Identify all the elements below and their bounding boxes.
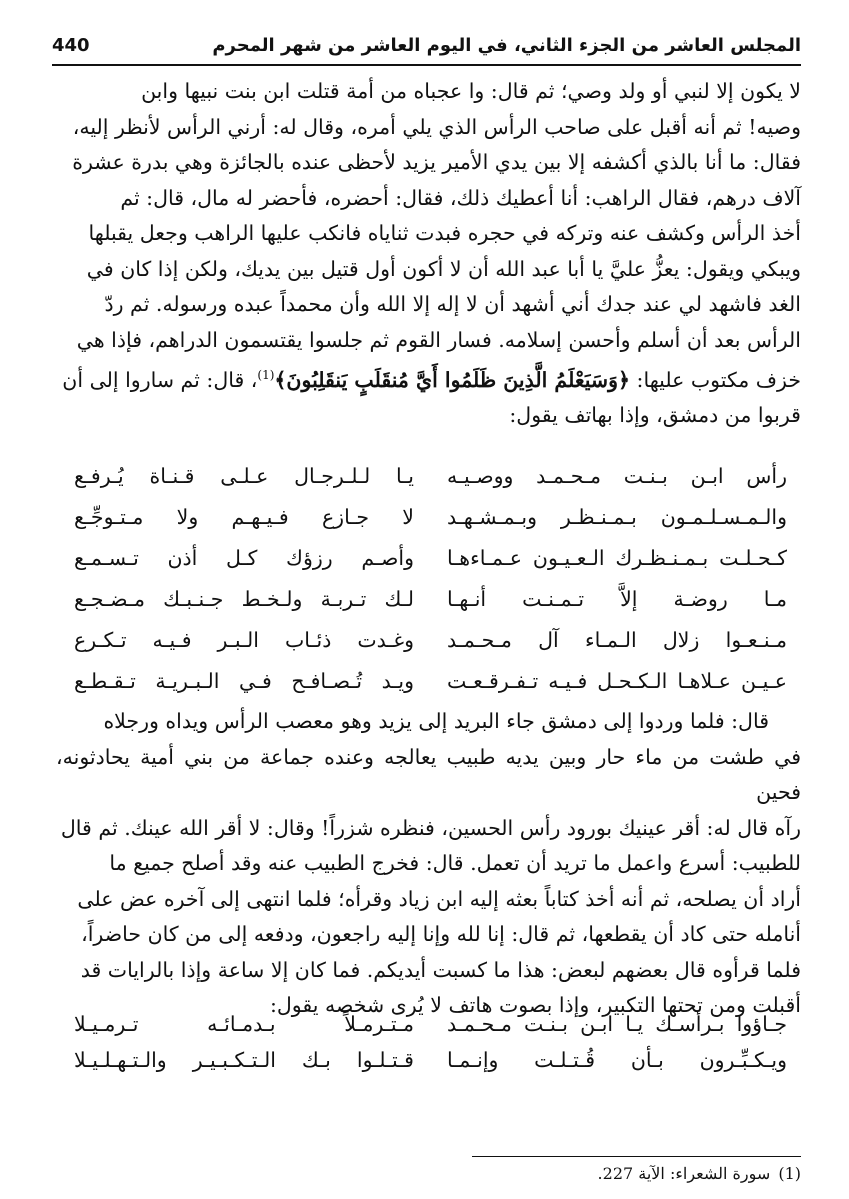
text-line: أراد أن يصلحه، ثم أنه أخذ كتاباً بعثه إليه ابن زياد وقرأه؛ فلما انتهى إلى آخره عض على xyxy=(77,886,801,911)
verse-second-hemistich: قـتـلـوا بـك الـتـكـبـيـر والـتـهـلـيـلا xyxy=(74,1048,414,1072)
text-line: وصيه! ثم أنه أقبل على صاحب الرأس الذي يلي أمره، وقال له: أرني الرأس لأنظر إليه، xyxy=(72,114,801,139)
text-line: قال: فلما وردوا إلى دمشق جاء البريد إلى يزيد وهو معصب الرأس ويداه ورجلاه xyxy=(103,709,769,733)
text-line xyxy=(56,358,801,398)
text-fragment: ، قال: ثم ساروا إلى أن xyxy=(62,367,258,392)
verse-first-hemistich: رأس ابـن بـنـت مـحـمـد ووصـيـه xyxy=(447,464,787,488)
footnote-rule xyxy=(472,1156,801,1157)
text-line: الغد فاشهد لي عند جدك أني أشهد أن لا إله إلا الله وأن محمداً عبده ورسوله. ثم ردّ xyxy=(104,292,801,316)
paragraph-2 xyxy=(56,704,801,1024)
verse-second-hemistich: لا جـازع فـيـهـم ولا مـتـوجِّـع xyxy=(74,505,414,529)
verse xyxy=(56,1042,801,1078)
text-line: آلاف درهم، فقال الراهب: أنا أعطيك ذلك، فقال: أحضره، فأحضر له مال، قال: ثم xyxy=(120,185,801,210)
verse xyxy=(56,538,801,579)
verse xyxy=(56,1006,801,1042)
text-line: رآه قال له: أقر عينيك بورود رأس الحسين، فنظره شزراً! وقال: لا أقر الله عينك. ثم قال xyxy=(60,815,801,840)
verse-second-hemistich: وأصـم رزؤك كـل أذن تـسـمـع xyxy=(74,546,414,570)
verse-first-hemistich: كـحـلـت بـمـنـظـرك الـعـيـون عـمـاءهـا xyxy=(447,546,787,570)
text-line: الرأس بعد أن أسلم وأحسن إسلامه. فسار القوم ثم جلسوا يقتسمون الدراهم، فإذا هي xyxy=(76,327,801,352)
text-line: أنامله حتى كاد أن يقطعها، ثم قال: إنا لله وإنا إليه راجعون، ودفعه إلى من كان حاضراً، xyxy=(81,922,801,946)
quran-verse: ﴿وَسَيَعْلَمُ الَّذِينَ ظَلَمُوا أَيَّ مُنقَلَبٍ يَنقَلِبُونَ﴾ xyxy=(274,367,631,392)
verse-first-hemistich: جـاؤوا بـرأسـك يـا ابـن بـنـت مـحـمـد xyxy=(447,1012,787,1036)
verse xyxy=(56,620,801,661)
text-line: أقبلت ومن تحتها التكبير، وإذا بصوت هاتف لا يُرى شخصه يقول: xyxy=(270,993,801,1017)
running-header xyxy=(52,28,801,62)
verse-first-hemistich: والـمـسـلـمـون بـمـنـظـر وبـمـشـهـد xyxy=(447,505,787,529)
verse xyxy=(56,661,801,702)
text-line: أخذ الرأس وكشف عنه وتركه في حجره فبدت ثناياه فانكب عليها الراهب وجعل يقبلها xyxy=(88,221,801,245)
text-line: لا يكون إلا لنبي أو ولد وصي؛ ثم قال: وا عجباه من أمة قتلت ابن بنت نبيها وابن xyxy=(141,79,801,103)
verse-second-hemistich: يـا لـلـرجـال عـلـى قـنـاة يُـرفـع xyxy=(74,464,414,488)
header-rule xyxy=(52,64,801,66)
header-title: المجلس العاشر من الجزء الثاني، في اليوم العاشر من شهر المحرم xyxy=(212,34,801,56)
text-fragment: خزف مكتوب عليها: xyxy=(630,367,801,392)
paragraph-1 xyxy=(56,74,801,434)
verse-second-hemistich: ويـد تُـصـافـح فـي الـبـريـة تـقـطـع xyxy=(74,669,414,693)
verse xyxy=(56,497,801,538)
poem-1 xyxy=(56,456,801,702)
footnote-text: سورة الشعراء: الآية 227. xyxy=(597,1164,771,1183)
text-line: في طشت من ماء حار وبين يديه طبيب يعالجه وعنده جماعة من بني أمية يحادثونه، فحين xyxy=(56,744,801,804)
footnote-reference[interactable]: (1) xyxy=(257,368,275,382)
footnote-number: (1) xyxy=(778,1164,801,1183)
text-line: فلما قرأوه قال بعضهم لبعض: هذا ما كسبت أيديكم. فما كان إلا ساعة وإذا بالرايات قد xyxy=(80,957,801,982)
text-line: قربوا من دمشق، وإذا بهاتف يقول: xyxy=(509,403,801,428)
verse-second-hemistich: لـك تـربـة ولـخـط جـنـبـك مـضـجـع xyxy=(74,587,414,611)
text-line: فقال: ما أنا بالذي أكشفه إلا بين يدي الأمير يزيد لأحظى عنده بالجائزة وهي بدرة عشرة xyxy=(72,150,801,174)
verse-second-hemistich: مـتـرمـلاً بـدمـائـه تـرمـيـلا xyxy=(74,1012,414,1036)
poem-2 xyxy=(56,1006,801,1078)
footnote xyxy=(472,1160,801,1188)
page-number: 440 xyxy=(52,34,90,56)
verse-first-hemistich: مـنـعـوا زلال الـمـاء آل مـحـمـد xyxy=(447,628,787,652)
verse-first-hemistich: ويـكـبِّـرون بـأن قُـتـلـت وإنـمـا xyxy=(447,1048,787,1072)
verse-second-hemistich: وغـدت ذئـاب الـبـر فـيـه تـكـرع xyxy=(74,628,414,652)
verse-first-hemistich: عـيـن عـلاهـا الـكـحـل فـيـه تـفـرقـعـت xyxy=(447,669,787,693)
verse-first-hemistich: مـا روضـة إلاَّ تـمـنـت أنـهـا xyxy=(447,587,787,611)
verse xyxy=(56,456,801,497)
text-line: ويبكي ويقول: يعزُّ عليَّ يا أبا عبد الله أن لا أكون أول قتيل بين يديك، ولكن إذا كان في xyxy=(86,256,801,281)
verse xyxy=(56,579,801,620)
text-line: للطبيب: أسرع واعمل ما تريد أن تعمل. قال: فخرج الطبيب عنه وقد أصلح جميع ما xyxy=(109,851,801,875)
